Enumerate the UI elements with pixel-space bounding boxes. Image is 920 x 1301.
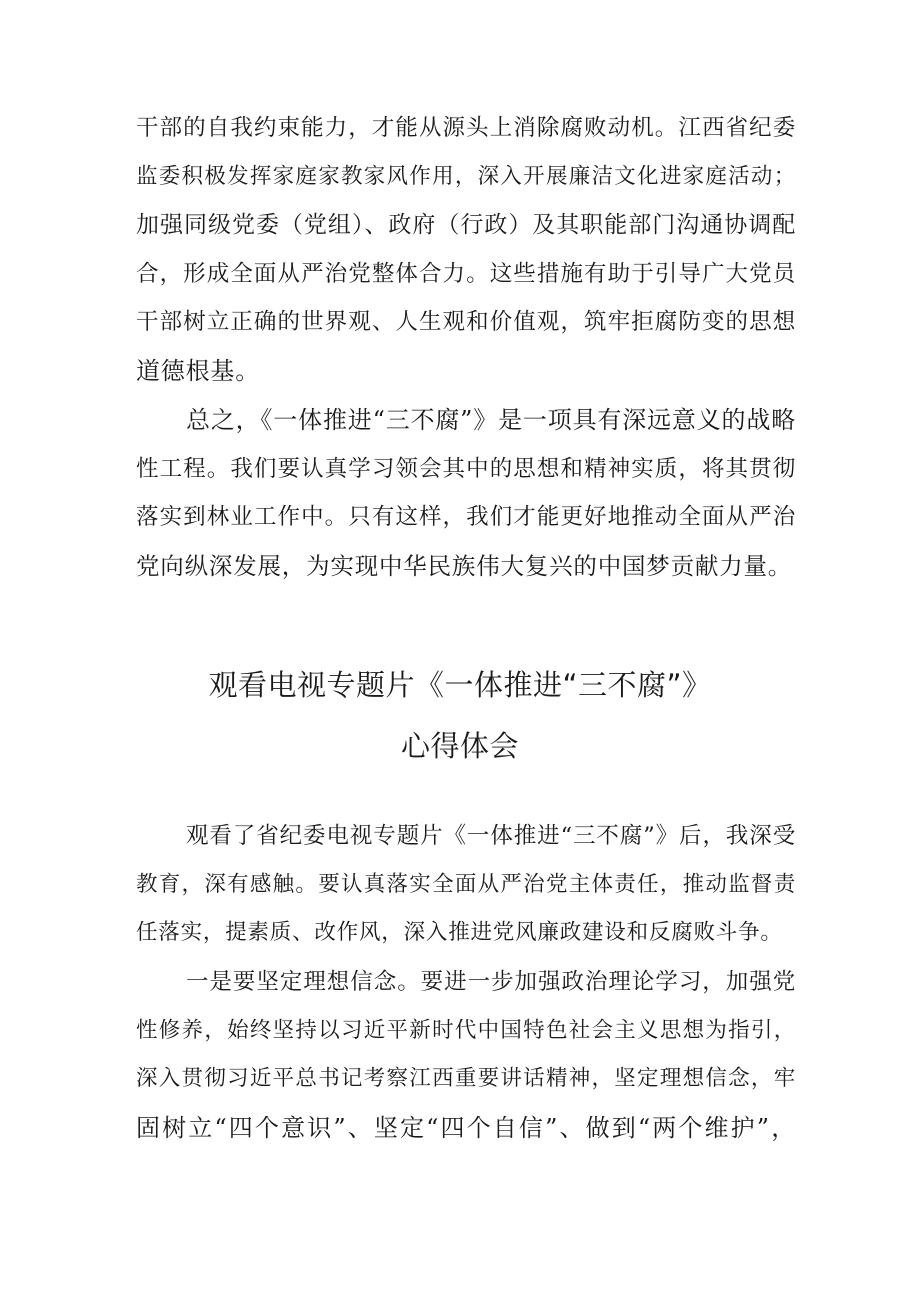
text-line: 落实到林业工作中。只有这样，我们才能更好地推动全面从严治: [136, 504, 796, 531]
article-title-line-2: 心得体会: [400, 729, 519, 763]
paragraph-point-1: [136, 958, 796, 1152]
text-line: 固树立“四个意识”、坚定“四个自信”、做到“两个维护”，: [136, 1113, 796, 1142]
text-line: 监委积极发挥家庭家教家风作用，深入开展廉洁文化进家庭活动；: [136, 163, 796, 189]
text-line: 教育，深有感触。要认真落实全面从严治党主体责任，推动监督责: [136, 871, 796, 897]
paragraph-conclusion: [136, 396, 796, 590]
text-line: 性修养，始终坚持以习近平新时代中国特色社会主义思想为指引，: [136, 1017, 796, 1043]
text-line: 性工程。我们要认真学习领会其中的思想和精神实质，将其贯彻: [136, 455, 796, 482]
text-line: 干部树立正确的世界观、人生观和价值观，筑牢拒腐防变的思想: [136, 309, 796, 336]
paragraph-continued: [136, 104, 796, 396]
text-line: 加强同级党委（党组）、政府（行政）及其职能部门沟通协调配: [136, 212, 796, 239]
text-line: 总之，《一体推进“三不腐”》是一项具有深远意义的战略: [186, 406, 796, 434]
text-line: 深入贯彻习近平总书记考察江西重要讲话精神，坚定理想信念，牢: [136, 1066, 796, 1092]
text-line: 观看了省纪委电视专题片《一体推进“三不腐”》后，我深受: [186, 823, 796, 849]
text-line: 党向纵深发展，为实现中华民族伟大复兴的中国梦贡献力量。: [136, 551, 793, 580]
text-line: 一是要坚定理想信念。要进一步加强政治理论学习，加强党: [186, 969, 796, 995]
paragraph-intro: [136, 812, 796, 958]
article-title-line-1: 观看电视专题片《一体推进“三不腐”》: [208, 668, 712, 702]
text-line: 干部的自我约束能力，才能从源头上消除腐败动机。江西省纪委: [136, 115, 796, 141]
text-line: 合，形成全面从严治党整体合力。这些措施有助于引导广大党员: [136, 260, 796, 287]
text-line: 道德根基。: [136, 356, 260, 385]
text-line: 任落实，提素质、改作风，深入推进党风廉政建设和反腐败斗争。: [136, 920, 783, 946]
